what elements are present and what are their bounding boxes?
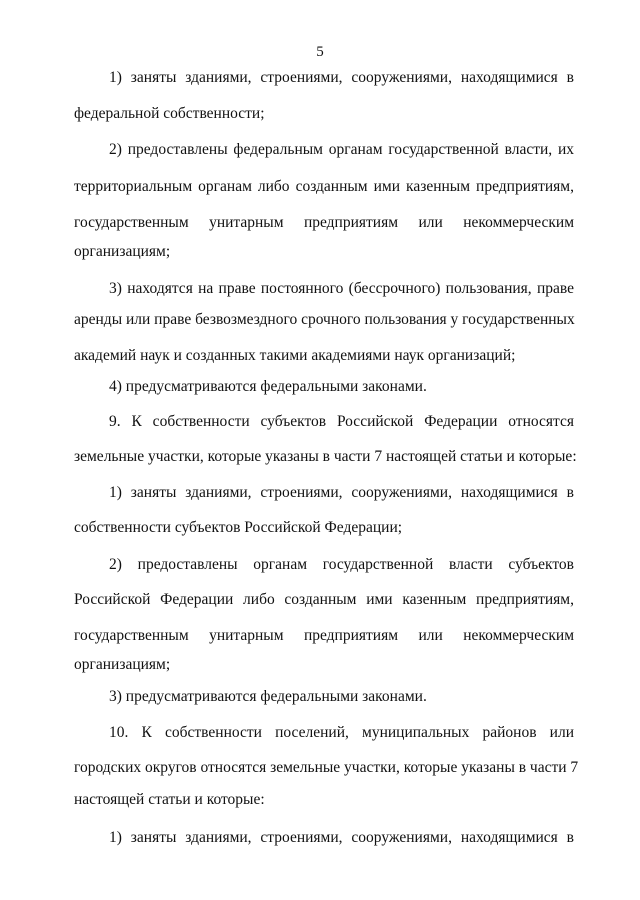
paragraph-line: государственным унитарным предприятиям или некоммерческим — [74, 627, 574, 644]
paragraph-line: организациям; — [74, 243, 171, 260]
paragraph-line: 2) предоставлены федеральным органам государственной власти, их — [109, 141, 574, 158]
paragraph-line: 4) предусматриваются федеральными законами. — [109, 378, 427, 395]
paragraph-line: 10. К собственности поселений, муниципальных районов или — [109, 724, 574, 741]
paragraph-line: 1) заняты зданиями, строениями, сооружениями, находящимися в — [109, 69, 574, 86]
paragraph-line: 9. К собственности субъектов Российской Федерации относятся — [109, 413, 574, 430]
paragraph-line: территориальным органам либо созданным ими казенным предприятиям, — [74, 178, 574, 195]
paragraph-line: академий наук и созданных такими академиями наук организаций; — [74, 347, 516, 364]
paragraph-line: аренды или праве безвозмездного срочного пользования у государственных — [74, 311, 575, 328]
paragraph-line: 1) заняты зданиями, строениями, сооружениями, находящимися в — [109, 829, 574, 846]
paragraph-line: 2) предоставлены органам государственной власти субъектов — [109, 556, 574, 573]
paragraph-line: настоящей статьи и которые: — [74, 791, 265, 808]
paragraph-line: собственности субъектов Российской Федерации; — [74, 519, 403, 536]
paragraph-line: организациям; — [74, 656, 171, 673]
paragraph-line: 1) заняты зданиями, строениями, сооружениями, находящимися в — [109, 484, 574, 501]
paragraph-line: Российской Федерации либо созданным ими казенным предприятиям, — [74, 591, 574, 608]
paragraph-line: государственным унитарным предприятиям или некоммерческим — [74, 214, 574, 231]
paragraph-line: городских округов относятся земельные участки, которые указаны в части 7 — [74, 759, 579, 776]
paragraph-line: 3) находятся на праве постоянного (бессрочного) пользования, праве — [109, 280, 574, 297]
paragraph-line: федеральной собственности; — [74, 105, 265, 122]
paragraph-line: 3) предусматриваются федеральными законами. — [109, 688, 427, 705]
paragraph-line: земельные участки, которые указаны в части 7 настоящей статьи и которые: — [74, 448, 577, 465]
page-number: 5 — [316, 44, 324, 60]
